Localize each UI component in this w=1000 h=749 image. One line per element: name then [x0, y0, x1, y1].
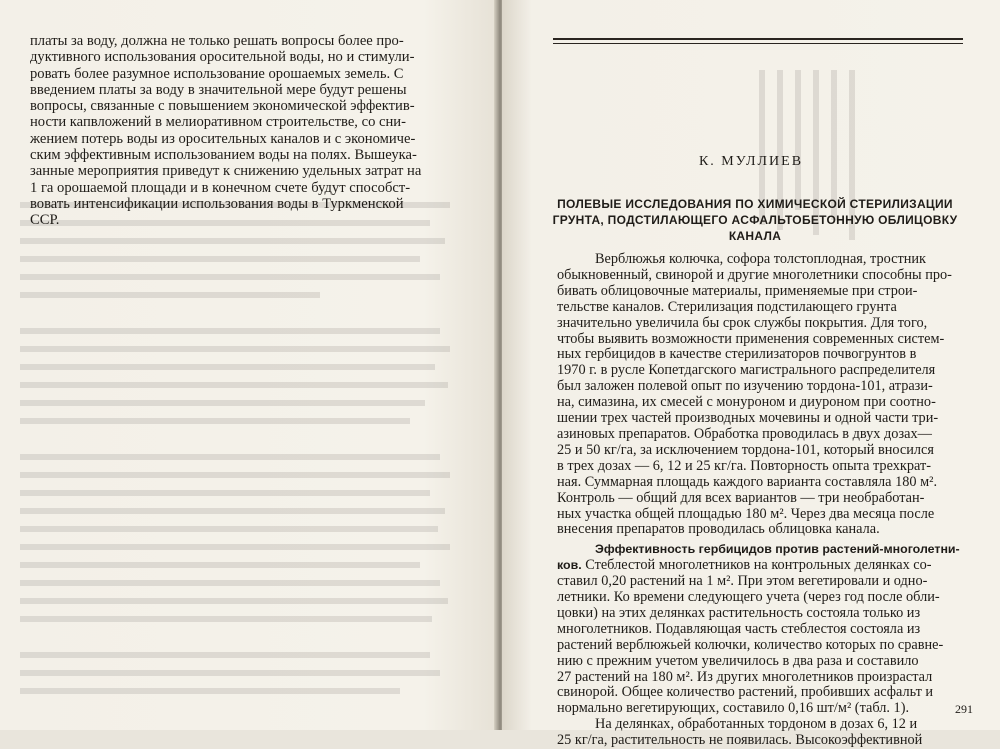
text-line: 27 растений на 180 м². Из других многолетников произрастал — [557, 668, 933, 685]
text-line: ных гербицидов в качестве стерилизаторов почвогрунтов в — [557, 346, 917, 363]
article-body — [557, 252, 975, 749]
text-line: Контроль — общий для всех вариантов — три необработан- — [557, 489, 925, 506]
text-line: 1 га орошаемой площади и в конечном счете будут способст- — [30, 179, 411, 196]
text-line: ским эффективным использованием воды на полях. Вышеука- — [30, 147, 417, 164]
header-rule — [553, 38, 963, 44]
text-line: 25 кг/га, растительность не появилась. Высокоэффективной — [557, 732, 923, 749]
text-line: Верблюжья колючка, софора толстоплодная, тростник — [595, 251, 926, 267]
text-line: ССР. — [30, 212, 60, 229]
text-line: ных участка общей площадью 180 м². Через два месяца после — [557, 505, 935, 522]
article-author: К. МУЛЛИЕВ — [698, 154, 804, 169]
text-line: бивать облицовочные материалы, применяемые при строи- — [557, 282, 918, 299]
text-line: жением потерь воды из оросительных каналов и с экономиче- — [30, 130, 416, 147]
text-line: ная. Суммарная площадь каждого варианта составляла 180 м². — [557, 473, 938, 490]
text-span: Стеблестой многолетников на контрольных делянках со- — [581, 557, 932, 574]
article-title — [535, 196, 975, 244]
left-page — [0, 0, 498, 730]
text-line: ности капвложений в мелиоративном строительстве, со сни- — [30, 114, 406, 131]
text-line: чтобы выявить возможности применения современных систем- — [557, 330, 945, 347]
text-line: нормально вегетирующих, составило 0,16 шт/м² (табл. 1). — [557, 700, 910, 717]
text-line: 1970 г. в русле Копетдагского магистрального распределителя — [557, 362, 936, 379]
text-line: тельстве каналов. Стерилизация подстилающего грунта — [557, 298, 897, 315]
text-line: вопросы, связанные с повышением экономической эффектив- — [30, 98, 415, 115]
text-line: цовки) на этих делянках растительность состояла только из — [557, 604, 921, 621]
text-line: свинорой. Общее количество растений, пробивших асфальт и — [557, 684, 934, 701]
text-line: ставил 0,20 растений на 1 м². При этом вегетировали и одно- — [557, 573, 928, 590]
text-line: многолетников. Подавляющая часть стеблестоя состояла из — [557, 620, 921, 637]
section-heading: Эффективность гербицидов против растений-многолетни- — [595, 542, 960, 557]
text-line: введением платы за воду в значительной мере будут решены — [30, 81, 407, 98]
text-line: шении трех частей производных мочевины и одной части три- — [557, 410, 939, 427]
section-heading-end: ков. — [557, 558, 582, 573]
title-line: ПОЛЕВЫЕ ИССЛЕДОВАНИЯ ПО ХИМИЧЕСКОЙ СТЕРИЛИЗАЦИИ — [557, 197, 953, 211]
text-line: обыкновенный, свинорой и другие многолетники способны про- — [557, 266, 952, 283]
text-line: был заложен полевой опыт по изучению тордона-101, атрази- — [557, 378, 933, 395]
text-line: азиновых препаратов. Обработка проводилась в двух дозах— — [557, 425, 932, 442]
text-line: занные мероприятия приведут к снижению удельных затрат на — [30, 163, 422, 180]
text-line: нию с прежним учетом увеличилось в два раза и составило — [557, 652, 919, 669]
title-line: ГРУНТА, ПОДСТИЛАЮЩЕГО АСФАЛЬТОБЕТОННУЮ ОБЛИЦОВКУ — [552, 213, 958, 227]
text-line: летники. Ко времени следующего учета (через год после обли- — [557, 589, 940, 606]
text-line: растений верблюжьей колючки, количество которых по сравне- — [557, 636, 944, 653]
left-page-text — [30, 33, 450, 229]
text-line: значительно увеличила бы срок службы покрытия. Для того, — [557, 314, 928, 331]
text-line: На делянках, обработанных тордоном в дозах 6, 12 и — [595, 716, 918, 733]
show-through-text — [20, 195, 450, 699]
text-line: в трех дозах — 6, 12 и 25 кг/га. Повторность опыта трехкрат- — [557, 457, 931, 474]
text-line — [557, 558, 975, 574]
text-line: внесения препаратов проводилась облицовка канала. — [557, 521, 880, 538]
title-line: КАНАЛА — [728, 229, 782, 243]
text-line: на, симазина, их смесей с монуроном и диуроном при соотно- — [557, 394, 936, 411]
text-line: ровать более разумное использование орошаемых земель. С — [30, 65, 404, 82]
text-line: платы за воду, должна не только решать вопросы более про- — [30, 33, 404, 49]
text-line: 25 и 50 кг/га, за исключением тордона-101, который вносился — [557, 441, 934, 458]
page-number: 291 — [955, 702, 973, 716]
text-line: вовать интенсификации использования воды в Туркменской — [30, 195, 404, 212]
text-line: дуктивного использования оросительной воды, но и стимули- — [30, 49, 415, 66]
